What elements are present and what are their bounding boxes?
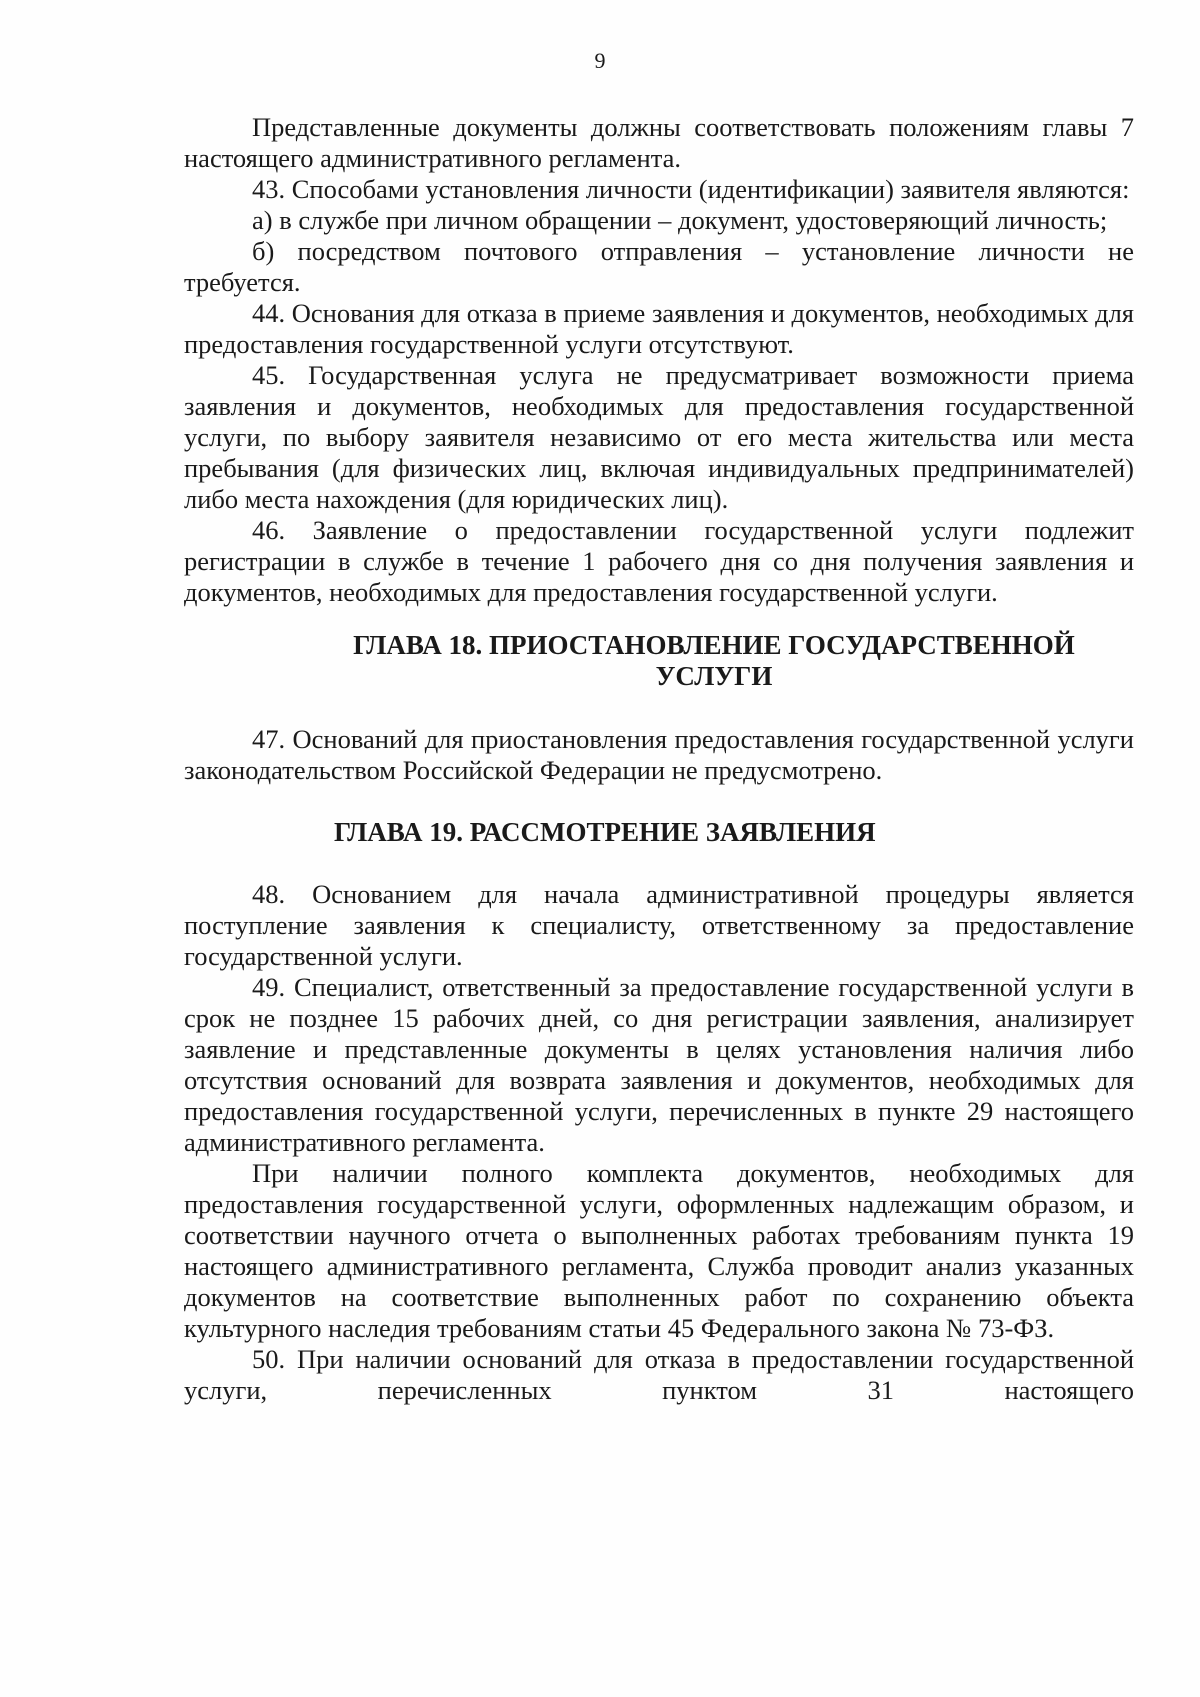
spacer bbox=[184, 608, 1134, 630]
spacer bbox=[184, 848, 1134, 879]
document-body bbox=[184, 112, 1134, 1406]
paragraph-48: 48. Основанием для начала административной процедуры является поступление заявления к специалисту, ответственному за предоставление государственной услуги. bbox=[184, 879, 1134, 971]
paragraph-43-a: а) в службе при личном обращении – документ, удостоверяющий личность; bbox=[252, 205, 1108, 235]
paragraph-43-b: б) посредством почтового отправления – установление личности не требуется. bbox=[184, 236, 1134, 297]
chapter-19-heading: ГЛАВА 19. РАССМОТРЕНИЕ ЗАЯВЛЕНИЯ bbox=[334, 817, 876, 847]
paragraph-47: 47. Оснований для приостановления предоставления государственной услуги законодательством Российской Федерации не предусмотрено. bbox=[184, 724, 1134, 785]
paragraph-45: 45. Государственная услуга не предусматривает возможности приема заявления и документов, необходимых для предоставления государственной услуги, по выбору заявителя независимо от его места жительства или места пребывания (для физических лиц, включая индивидуальных предпринимателей) либо места нахождения (для юридических лиц). bbox=[184, 360, 1134, 514]
paragraph-50: 50. При наличии оснований для отказа в предоставлении государственной услуги, перечисленных пунктом 31 настоящего bbox=[184, 1344, 1134, 1405]
chapter-18-heading: ГЛАВА 18. ПРИОСТАНОВЛЕНИЕ ГОСУДАРСТВЕННОЙ УСЛУГИ bbox=[353, 630, 1075, 691]
paragraph-46: 46. Заявление о предоставлении государственной услуги подлежит регистрации в службе в течение 1 рабочего дня со дня получения заявления и документов, необходимых для предоставления государственной услуги. bbox=[184, 515, 1134, 607]
paragraph-43: 43. Способами установления личности (идентификации) заявителя являются: bbox=[252, 174, 1130, 204]
spacer bbox=[184, 786, 1134, 817]
paragraph-44: 44. Основания для отказа в приеме заявления и документов, необходимых для предоставления государственной услуги отсутствуют. bbox=[184, 298, 1134, 359]
spacer bbox=[184, 692, 1134, 724]
paragraph-49: 49. Специалист, ответственный за предоставление государственной услуги в срок не позднее 15 рабочих дней, со дня регистрации заявления, анализирует заявление и представленные документы в целях установления наличия либо отсутствия оснований для возврата заявления и документов, необходимых для предоставления государственной услуги, перечисленных в пункте 29 настоящего административного регламента. bbox=[184, 972, 1134, 1157]
paragraph-complete-documents: При наличии полного комплекта документов, необходимых для предоставления государственной услуги, оформленных надлежащим образом, и соответствии научного отчета о выполненных работах требованиям пункта 19 настоящего административного регламента, Служба проводит анализ указанных документов на соответствие выполненных работ по сохранению объекта культурного наследия требованиям статьи 45 Федерального закона № 73-ФЗ. bbox=[184, 1158, 1134, 1343]
page-number: 9 bbox=[594, 48, 606, 73]
paragraph-documents-compliance: Представленные документы должны соответствовать положениям главы 7 настоящего административного регламента. bbox=[184, 112, 1134, 173]
